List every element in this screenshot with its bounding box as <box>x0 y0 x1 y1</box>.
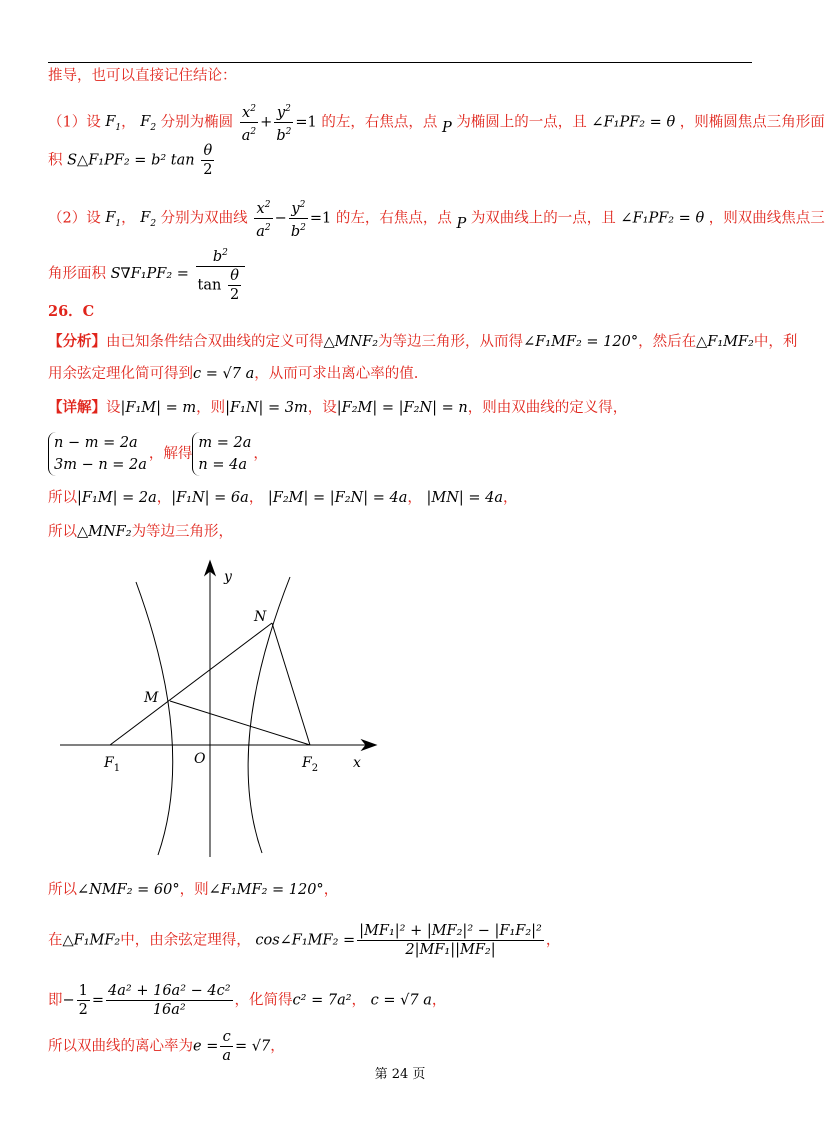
item1-line1: （1）设 $F_1$， $F_2$ 分别为椭圆 $\frac{x^2}{a^2}$ + $\frac{y^2}{b^2}$ =1 的左，右焦点，点 P 为椭圆上的一点，且 ∠F₁PF₂ = θ ，则椭圆焦点三角形面 <box>48 100 825 145</box>
detail-line1: 【详解】设|F₁M| = m，则|F₁N| = 3m，设|F₂M| = |F₂N| = n，则由双曲线的定义得， <box>48 399 628 416</box>
ellipse-x-frac: $\frac{x^2}{a^2}$ <box>240 100 258 145</box>
item2-area: S∇F₁PF₂ = <box>110 265 189 282</box>
system-equations: n − m = 2a 3m − n = 2a <box>48 432 147 476</box>
label-N: N <box>254 609 267 625</box>
after-line4: 所以双曲线的离心率为e = $\frac{c}{a}$ = √7， <box>48 1029 285 1064</box>
segment-F1-N <box>110 623 272 745</box>
detail-system: n − m = 2a 3m − n = 2a ，解得 m = 2a n = 4a ， <box>48 432 268 476</box>
hyperbola-figure <box>48 555 388 860</box>
top-rule <box>48 62 752 63</box>
after-line3: 即− $\frac{1}{2}$ = $\frac{\text{4a² + 16a² − 4c²}}{\text{16a²}}$ ，化简得c² = 7a²， c = √7 a， <box>48 983 447 1018</box>
hyperbola-x-frac: $\frac{x^2}{a^2}$ <box>254 196 272 241</box>
hyperbola-left-branch <box>136 582 173 855</box>
analysis-line1: 【分析】由已知条件结合双曲线的定义可得△MNF₂为等边三角形，从而得∠F₁MF₂ = 120°，然后在△F₁MF₂中，利 <box>48 333 798 350</box>
intro-line: 推导，也可以直接记住结论： <box>48 68 237 84</box>
label-F2: $F_2$ <box>302 755 319 774</box>
item2-line2: 角形面积 S∇F₁PF₂ = $b^2$ tan $\frac{\theta}{2}$ <box>48 244 247 304</box>
label-M: M <box>144 690 159 706</box>
segment-M-F2 <box>170 701 310 745</box>
segment-N-F2 <box>272 623 310 745</box>
question-26-answer: 26．C <box>48 303 95 320</box>
item1-line2: 积 S△F₁PF₂ = b² tan $\frac{\theta}{2}$ <box>48 143 213 178</box>
label-x: x <box>353 755 361 771</box>
simplify-frac: $\frac{\text{4a² + 16a² − 4c²}}{\text{16a²}}$ <box>108 983 231 1018</box>
ellipse-y-frac: $\frac{y^2}{b^2}$ <box>274 100 293 145</box>
after-line2: 在△F₁MF₂中，由余弦定理得， cos∠F₁MF₂ = $\frac{\text{|MF₁|² + |MF₂|² − |F₁F₂|²}}{\text{2|MF₁||MF₂|}}$ ， <box>48 923 561 958</box>
item2-line1: （2）设 $F_1$， $F_2$ 分别为双曲线 $\frac{x^2}{a^2}$ − $\frac{y^2}{b^2}$ =1 的左，右焦点，点 P 为双曲线上的一点，且 ∠F₁PF₂ = θ ，则双曲线焦点三 <box>48 196 825 241</box>
analysis-line2: 用余弦定理化简可得到c = √7 a，从而可求出离心率的值. <box>48 366 419 382</box>
item1-angle: ∠F₁PF₂ = θ <box>591 114 676 131</box>
item2-angle: ∠F₁PF₂ = θ <box>620 210 705 227</box>
label-O: O <box>194 751 206 767</box>
hyperbola-y-frac: $\frac{y^2}{b^2}$ <box>289 196 308 241</box>
label-F1: $F_1$ <box>104 755 121 774</box>
detail-results: 所以|F₁M| = 2a，|F₁N| = 6a， |F₂M| = |F₂N| = 4a， |MN| = 4a， <box>48 490 518 506</box>
item1-area: S△F₁PF₂ = b² tan <box>67 152 195 169</box>
detail-equilateral: 所以△MNF₂为等边三角形， <box>48 524 234 540</box>
system-solution: m = 2a n = 4a <box>192 432 251 476</box>
page-footer: 第 24 页 <box>374 1067 426 1082</box>
cosine-law-frac: $\frac{\text{|MF₁|² + |MF₂|² − |F₁F₂|²}}{\text{2|MF₁||MF₂|}}$ <box>359 923 542 958</box>
after-line1: 所以∠NMF₂ = 60°，则∠F₁MF₂ = 120°， <box>48 882 339 898</box>
label-y: y <box>224 569 232 585</box>
